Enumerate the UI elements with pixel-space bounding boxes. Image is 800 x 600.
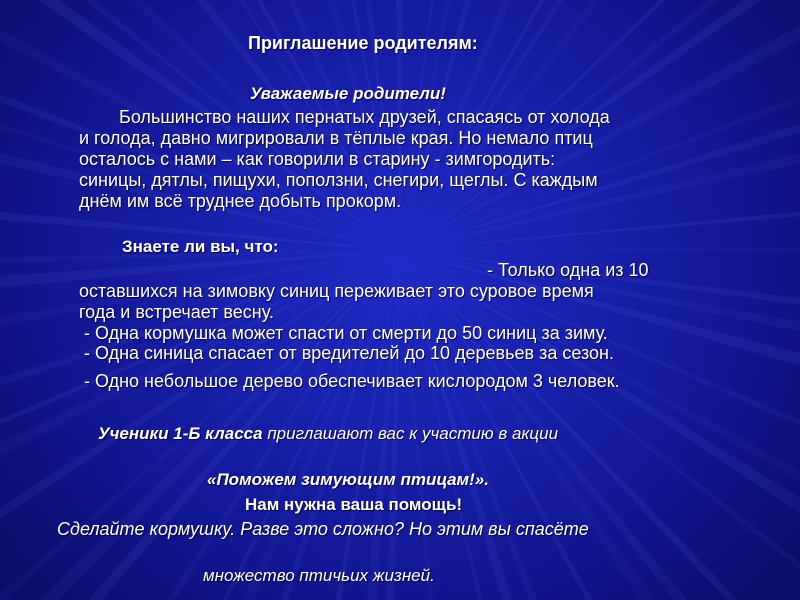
make-feeder-text: Сделайте кормушку. Разве это сложно? Но этим вы спасёте — [57, 519, 589, 539]
paragraph-line: синицы, дятлы, пищухи, поползни, снегири, щеглы. С каждым — [79, 170, 598, 190]
fact-1-start: - Только одна из 10 — [487, 260, 649, 280]
fact-1-line: года и встречает весну. — [79, 302, 274, 322]
fact-4: - Одно небольшое дерево обеспечивает кислородом 3 человек. — [79, 371, 620, 391]
intro-paragraph — [79, 107, 610, 212]
paragraph-line: днём им всё труднее добыть прокорм. — [79, 191, 402, 211]
action-name: «Поможем зимующим птицам!». — [207, 470, 489, 489]
greeting: Уважаемые родители! — [250, 84, 446, 103]
help-needed: Нам нужна ваша помощь! — [245, 495, 463, 514]
light-ray — [400, 245, 800, 256]
invite-subject: Ученики 1-Б класса — [98, 424, 263, 443]
fact-1-continued — [79, 281, 594, 323]
fact-2: - Одна кормушка может спасти от смерти до 50 синиц за зиму. — [79, 323, 608, 343]
fact-1-line: оставшихся на зимовку синиц переживает это суровое время — [79, 281, 594, 301]
facts-list — [79, 323, 614, 363]
paragraph-line: и голода, давно мигрировали в тёплые края. Но немало птиц — [79, 128, 593, 148]
paragraph-line: осталось с нами – как говорили в старину - зимгородить: — [79, 149, 556, 169]
invite-line — [98, 423, 558, 444]
save-lives-text: множество птичьих жизней. — [203, 566, 435, 585]
fact-3: - Одна синица спасает от вредителей до 10 деревьев за сезон. — [79, 343, 614, 363]
paragraph-line: Большинство наших пернатых друзей, спасаясь от холода — [79, 107, 610, 127]
invite-text: приглашают вас к участию в акции — [267, 424, 559, 443]
slide-title: Приглашение родителям: — [248, 33, 478, 53]
facts-heading: Знаете ли вы, что: — [122, 237, 279, 256]
